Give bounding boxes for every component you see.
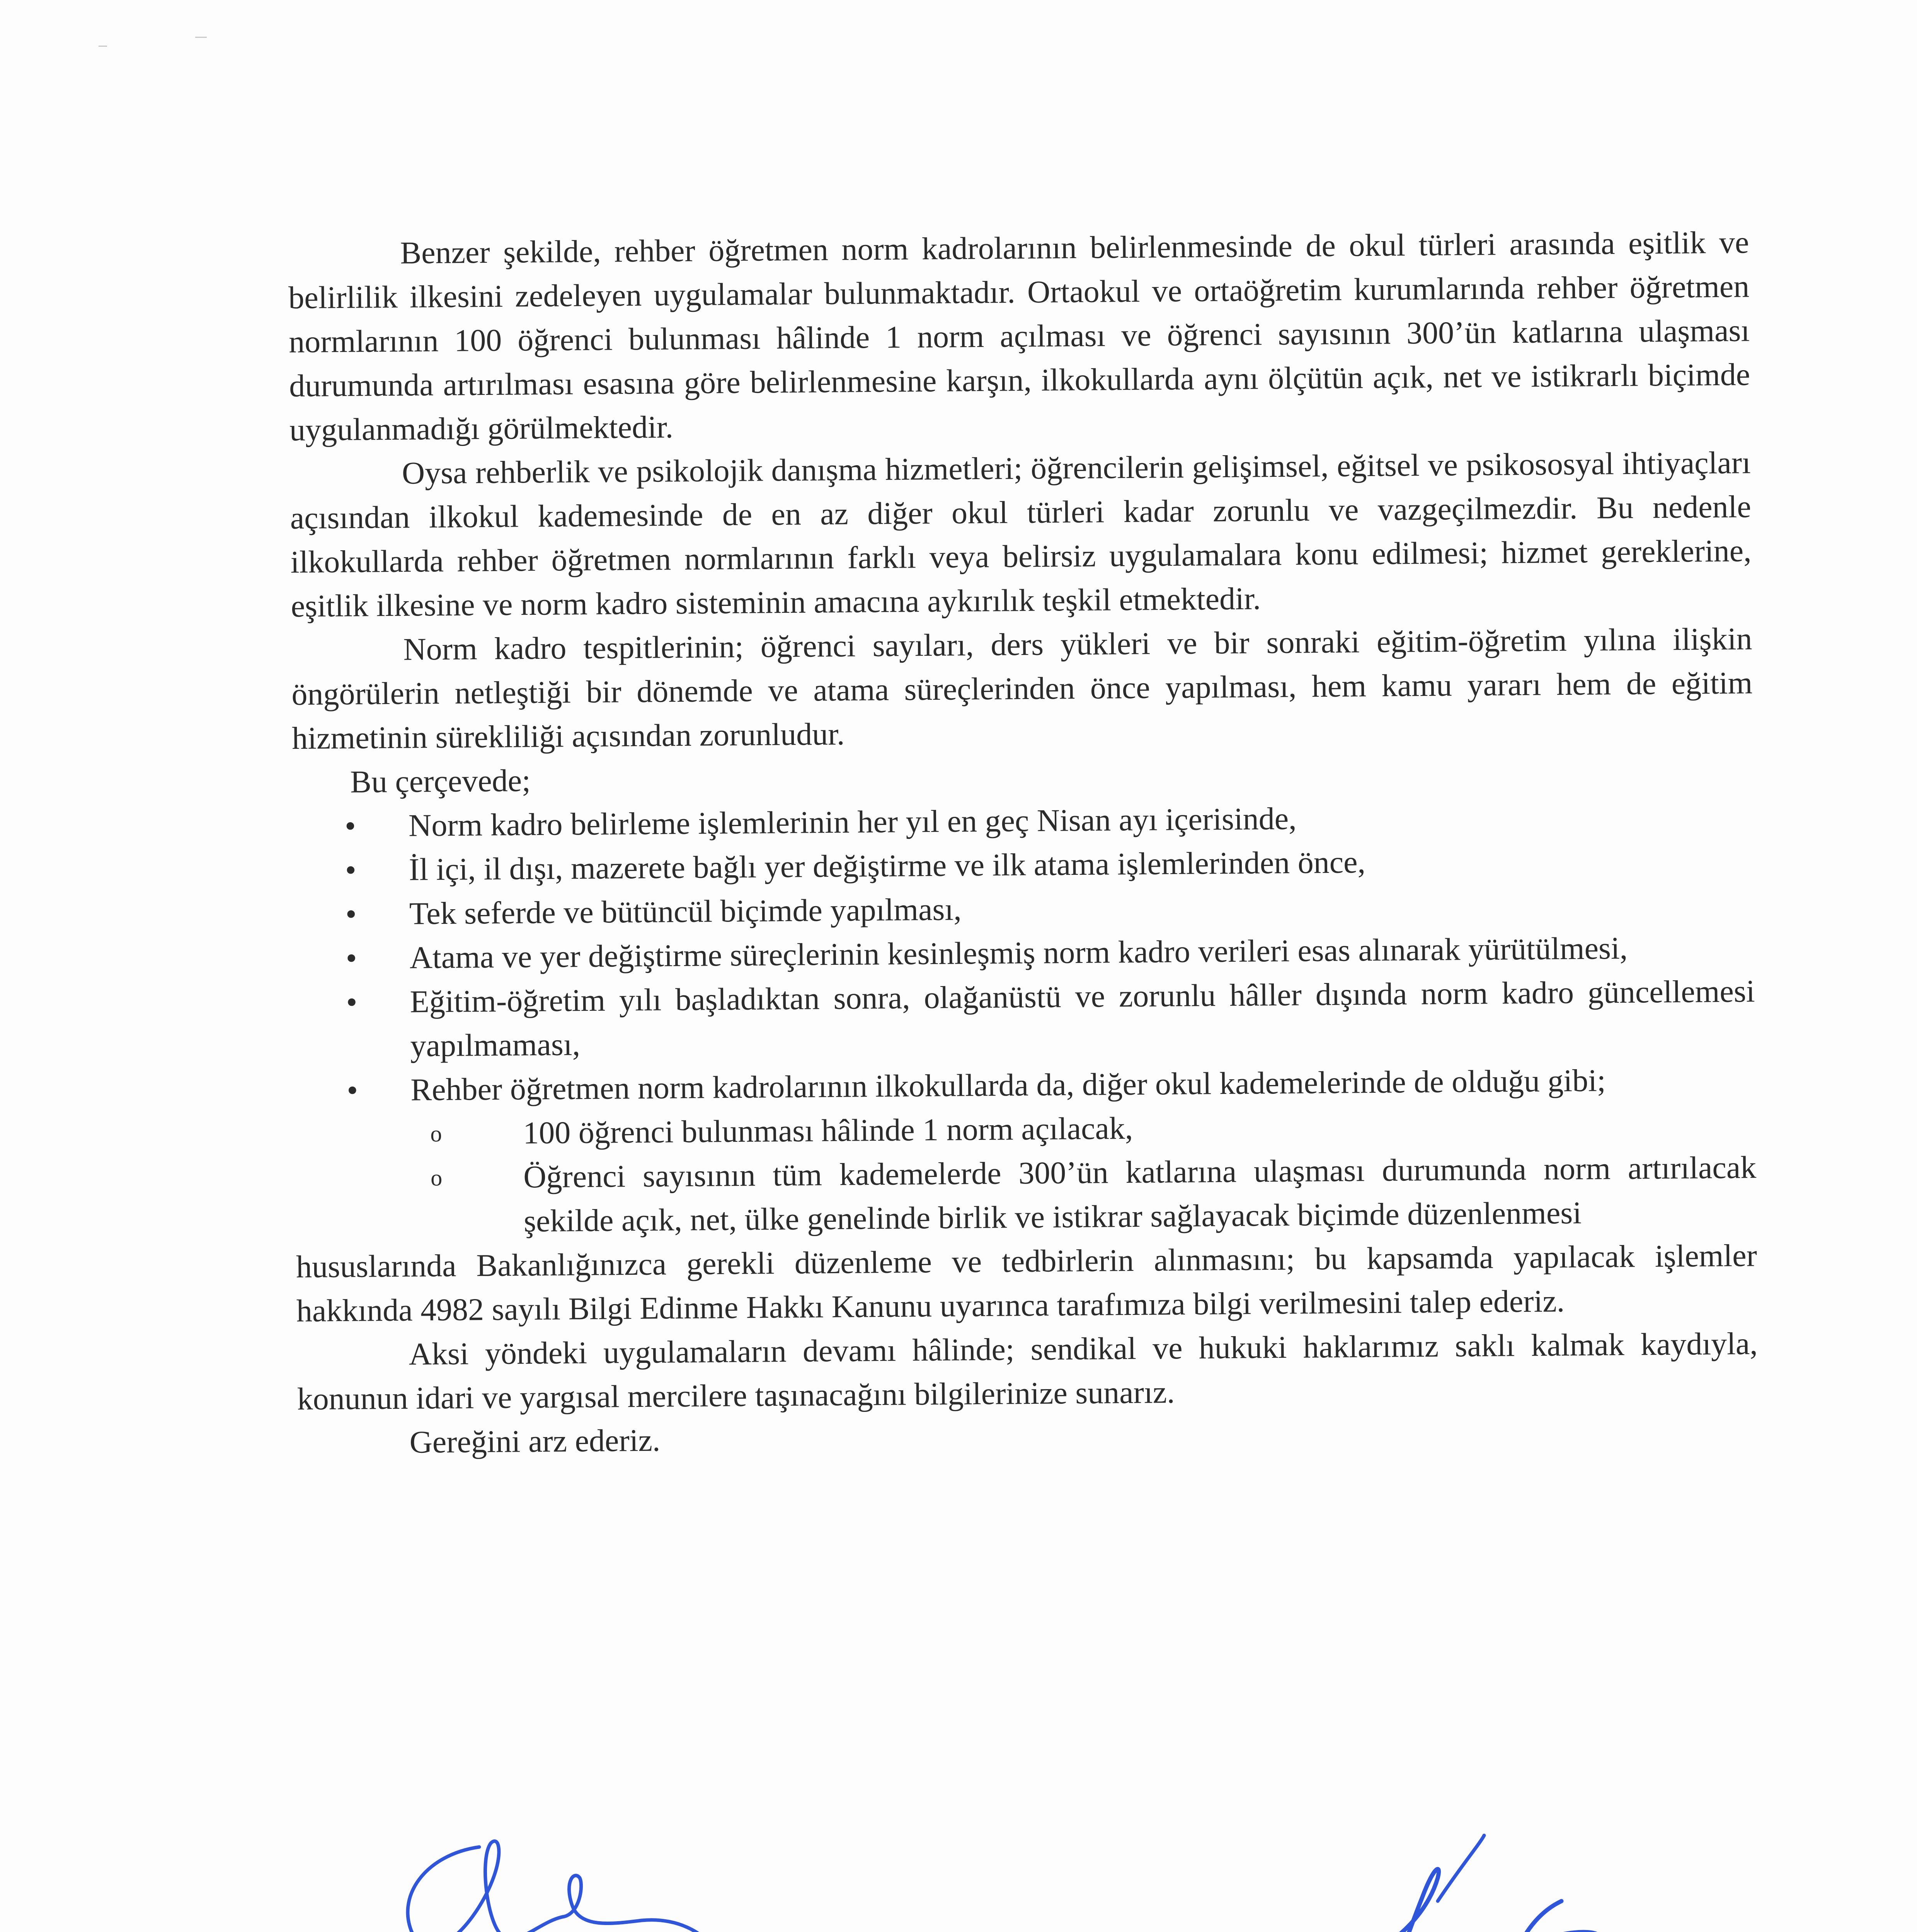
bullet-icon: • <box>345 852 357 888</box>
list-item-text: İl içi, il dışı, mazerete bağlı yer değiştirme ve ilk atama işlemlerinden önce, <box>409 844 1366 887</box>
list-item <box>294 969 1755 1069</box>
sub-list <box>411 1101 1757 1244</box>
list-item-text: Eğitim-öğretim yılı başladıktan sonra, olağanüstü ve zorunlu hâller dışında norm kadro güncellemesi yapılmaması, <box>410 973 1755 1063</box>
sub-list-item-text: Öğrenci sayısının tüm kademelerde 300’ün katlarına ulaşması durumunda norm artırılacak şekilde açık, net, ülke genelinde birlik ve istikrar sağlayacak biçimde düzenlenmesi <box>523 1150 1757 1239</box>
list-item <box>295 1057 1757 1245</box>
signature-right <box>1051 1808 1708 1932</box>
bullet-icon: • <box>347 1072 358 1108</box>
bullet-icon: • <box>346 940 357 976</box>
letter-body <box>288 220 1759 1465</box>
bullet-icon: • <box>345 896 357 932</box>
bullet-icon: • <box>346 984 358 1020</box>
sub-list-item-text: 100 öğrenci bulunması hâlinde 1 norm açılacak, <box>523 1110 1133 1151</box>
circle-bullet-icon: o <box>430 1165 443 1191</box>
signature-left <box>379 1797 804 1932</box>
sub-list-item <box>411 1145 1757 1244</box>
list-item-text: Rehber öğretmen norm kadrolarının ilkokullarda da, diğer okul kademelerinde de olduğu gibi; <box>410 1063 1606 1107</box>
paragraph: Norm kadro tespitlerinin; öğrenci sayıları, ders yükleri ve bir sonraki eğitim-öğretim yılına ilişkin öngörülerin netleştiği bir dönemde ve atama süreçlerinden önce yapılması, hem kamu yararı hem de eğitim hizmetinin sürekliliği açısından zorunludur. <box>291 621 1753 756</box>
request-list <box>293 793 1757 1245</box>
paragraph: Oysa rehberlik ve psikolojik danışma hizmetleri; öğrencilerin gelişimsel, eğitsel ve psikososyal ihtiyaçları açısından ilkokul kademesinde de en az diğer okul türleri kadar zorunlu ve vazgeçilmezdir. Bu nedenle ilkokullarda rehber öğretmen normlarının farklı veya belirsiz uygulamalara konu edilmesi; hizmet gereklerine, eşitlik ilkesine ve norm kadro sisteminin amacına aykırılık teşkil etmektedir. <box>290 445 1752 624</box>
list-item-text: Tek seferde ve bütüncül biçimde yapılması, <box>409 891 962 931</box>
paragraph: hususlarında Bakanlığınızca gerekli düzenleme ve tedbirlerin alınmasını; bu kapsamda yapılacak işlemler hakkında 4982 sayılı Bilgi Edinme Hakkı Kanunu uyarınca tarafımıza bilgi verilmesini talep ederiz. <box>296 1238 1757 1328</box>
paragraph: Benzer şekilde, rehber öğretmen norm kadrolarının belirlenmesinde de okul türleri arasında eşitlik ve belirlilik ilkesini zedeleyen uygulamalar bulunmaktadır. Ortaokul ve ortaöğretim kurumlarında rehber öğretmen normlarının 100 öğrenci bulunması hâlinde 1 norm açılması ve öğrenci sayısının 300’ün katlarına ulaşması durumunda artırılması esasına göre belirlenmesine karşın, ilkokullarda aynı ölçütün açık, net ve istikrarlı biçimde uygulanmadığı görülmektedir. <box>288 224 1750 447</box>
closing-line: Gereğini arz ederiz. <box>409 1422 661 1460</box>
paragraph: Aksi yöndeki uygulamaların devamı hâlinde; sendikal ve hukuki haklarımız saklı kalmak kaydıyla, konunun idari ve yargısal mercilere taşınacağını bilgilerinize sunarız. <box>297 1326 1758 1417</box>
bullet-icon: • <box>344 808 356 844</box>
list-item-text: Atama ve yer değiştirme süreçlerinin kesinleşmiş norm kadro verileri esas alınarak yürütülmesi, <box>409 930 1628 975</box>
circle-bullet-icon: o <box>430 1121 442 1147</box>
list-item-text: Norm kadro belirleme işlemlerinin her yıl en geç Nisan ayı içerisinde, <box>408 801 1297 843</box>
lead-in: Bu çerçevede; <box>350 763 531 799</box>
scan-artifact <box>99 46 107 47</box>
scan-artifact <box>195 37 207 38</box>
